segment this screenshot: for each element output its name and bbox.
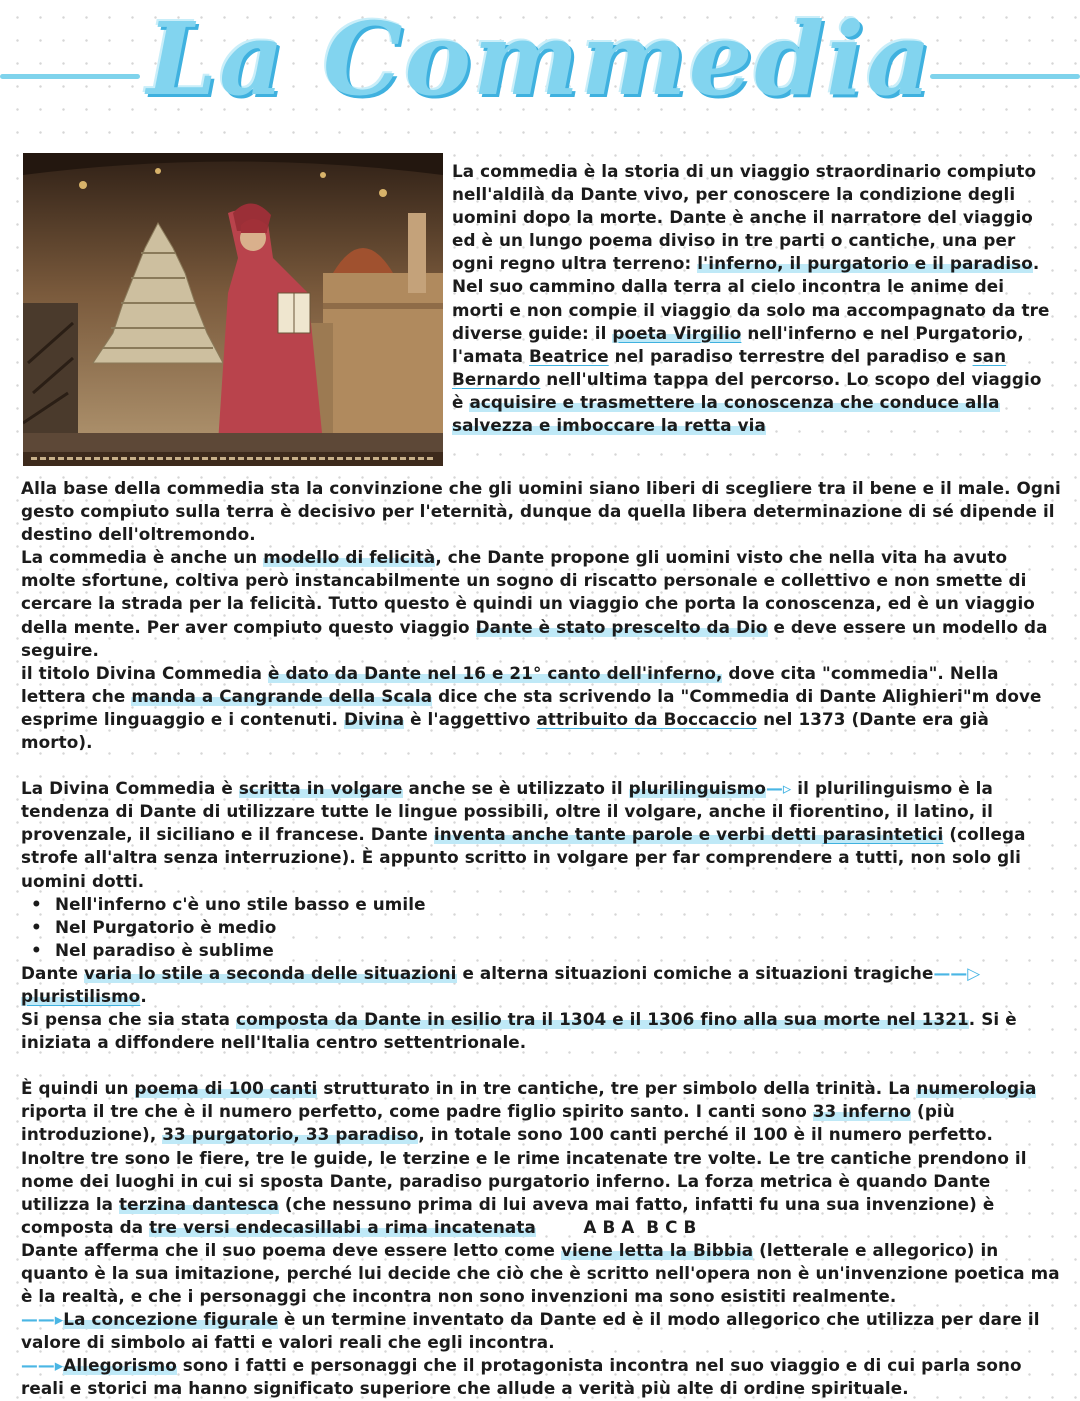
text-segment: numerologia <box>916 1078 1037 1099</box>
list-item <box>21 893 1061 916</box>
text-segment: La concezione figurale <box>63 1309 279 1330</box>
text-segment: parasintetici <box>822 824 944 845</box>
text-segment: (collega strofe all'altra senza interruzione). È appunto scritto in volgare per far comprendere a tutti, non solo gli uomini dotti. <box>21 824 1026 891</box>
painting-inscription <box>23 452 443 466</box>
text-segment: Dante è stato prescelto da Dio <box>475 616 768 637</box>
text-segment: La commedia è anche un <box>21 547 264 568</box>
painting-illustration <box>23 153 443 466</box>
text-segment: . Nel suo cammino dalla terra al cielo incontra le anime dei morti e non compie il viaggio da solo ma accompagnato da tre diverse guide: il <box>452 253 1050 343</box>
text-segment: poeta Virgilio <box>612 322 742 343</box>
text-segment: scritta in volgare <box>238 778 403 799</box>
text-segment: manda a Cangrande della Scala <box>131 685 433 706</box>
text-segment: ——▷ <box>933 962 981 983</box>
text-segment: ——▸ <box>21 1355 64 1376</box>
page-title: La Commedia <box>146 0 934 118</box>
title-decoration-left <box>0 74 140 79</box>
text-segment: inventa anche tante parole e verbi detti <box>433 824 823 845</box>
text-segment: Allegorismo <box>63 1355 177 1376</box>
text-segment: plurilinguismo <box>628 778 766 799</box>
text-segment: strutturato in in tre cantiche, tre per simbolo della trinità. La <box>317 1078 917 1099</box>
text-segment: Nel paradiso è sublime <box>55 939 274 960</box>
text-segment: • <box>31 939 42 960</box>
text-segment: Dante afferma che il suo poema deve essere letto come <box>21 1239 561 1260</box>
text-segment: La commedia è la storia di un viaggio straordinario compiuto nell'aldilà da Dante vivo, per conoscere la condizione degli uomini dopo la morte. Dante è anche il narratore del viaggio ed è un lungo poema diviso in tre parti o cantiche, una per ogni regno ultra terreno: <box>452 161 1037 274</box>
paragraph-structure <box>21 1077 1061 1239</box>
text-segment: dice che sta scrivendo la "Commedia di Dante Alighieri"m dove esprime linguaggio e i contenuti. <box>21 685 1042 729</box>
text-segment: Alla base della commedia sta la convinzione che gli uomini siano liberi di scegliere tra il bene e il male. Ogni gesto compiuto sulla terra è decisivo per l'eternità, dunque da quella libera determinazione di sé dipende il destino dell'oltremondo. <box>21 478 1061 545</box>
dante-painting <box>23 153 443 466</box>
text-segment: san Bernardo <box>452 345 1007 389</box>
text-segment: • <box>31 916 42 937</box>
text-segment: il plurilinguismo è la tendenza di Dante di utilizzare tutte le lingue possibili, oltre il volgare, anche il fiorentino, il latino, il provenzale, il siciliano e il francese. Dante <box>21 778 993 845</box>
text-segment: Nell'inferno c'è uno stile basso e umile <box>55 893 426 914</box>
text-segment: ——▸ <box>21 1309 64 1330</box>
text-segment: modello di felicità <box>263 547 436 568</box>
text-segment: La Divina Commedia è <box>21 778 239 799</box>
paragraph-happiness <box>21 546 1061 661</box>
list-item <box>21 939 1061 962</box>
text-segment: sono i fatti e personaggi che il protagonista incontra nel suo viaggio e di cui parla sono reali e storici ma hanno significato superiore che allude a verità più alte di ordine spirituale. <box>21 1355 1022 1399</box>
paragraph-style <box>21 962 1061 1008</box>
text-segment: il titolo Divina Commedia <box>21 662 269 683</box>
body-text <box>21 477 1061 1401</box>
text-segment: è l'aggettivo <box>404 708 537 729</box>
text-segment: nell'ultima tappa del percorso. Lo scopo del viaggio è <box>452 368 1042 412</box>
text-segment: • <box>31 893 42 914</box>
text-segment: anche se è utilizzato il <box>402 778 629 799</box>
text-segment: Beatrice <box>529 345 609 366</box>
text-segment: attribuito da Boccaccio <box>536 708 758 729</box>
text-segment: Divina <box>343 708 405 729</box>
text-segment: terzina dantesca <box>119 1193 279 1214</box>
text-segment: , in totale sono 100 canti perché il 100 è il numero perfetto. Inoltre tre sono le fiere, tre le guide, le terzine e le rime incatenate tre volte. Le tre cantiche prendono il nome dei luoghi in cui si sposta Dante, paradiso purgatorio inferno. La forza metrica è quando Dante utilizza la <box>21 1124 1027 1214</box>
text-segment: è un termine inventato da Dante ed è il modo allegorico che utilizza per dare il valore di simbolo ai fatti e valori reali che egli incontra. <box>21 1309 1040 1353</box>
text-segment: composta da Dante in esilio tra il 1304 e il 1306 fino alla sua morte nel 1321 <box>236 1009 969 1030</box>
text-segment: pluristilismo <box>21 985 141 1006</box>
text-segment: poema di 100 canti <box>134 1078 318 1099</box>
text-segment: 33 purgatorio, 33 paradiso <box>162 1124 419 1145</box>
text-segment: A B A B C B <box>535 1216 697 1237</box>
paragraph-language <box>21 777 1061 892</box>
text-segment: (letterale e allegorico) in quanto è la sua imitazione, perché lui decide che ciò che è scritto nell'opera non è un'invenzione poetica ma è la realtà, e che i personaggi che incontra non sono invenzioni ma sono esistiti realmente. <box>21 1239 1060 1307</box>
paragraph-composition <box>21 1008 1061 1054</box>
text-segment: Si pensa che sia stata <box>21 1009 237 1030</box>
text-segment: , che Dante propone gli uomini visto che nella vita ha avuto molte sfortune, coltiva però instancabilmente un sogno di riscatto personale e collettivo e non smette di cercare la strada per la felicità. Tutto questo è quindi un viaggio che porta la conoscenza, ed è un viaggio della mente. Per aver compiuto questo viaggio <box>21 547 1035 637</box>
text-segment: nel 1373 (Dante era già morto). <box>21 708 989 753</box>
text-segment: viene letta la Bibbia <box>560 1239 754 1260</box>
text-segment: Dante <box>21 962 85 983</box>
intro-paragraph <box>452 160 1052 437</box>
text-segment: varia lo stile a seconda delle situazioni <box>84 962 457 983</box>
text-segment: Nel Purgatorio è medio <box>55 916 277 937</box>
text-segment: tre versi endecasillabi a rima incatenata <box>149 1216 536 1237</box>
text-segment: 33 inferno <box>812 1101 912 1122</box>
text-segment: nel paradiso terrestre del paradiso e <box>608 345 973 366</box>
paragraph-free-will <box>21 477 1061 546</box>
text-segment: dove cita "commedia". Nella lettera che <box>21 662 999 706</box>
text-segment: l'inferno, il purgatorio e il paradiso <box>697 253 1033 274</box>
text-segment: —▹ <box>765 778 792 799</box>
text-segment: . Si è iniziata a diffondere nell'Italia centro settentrionale. <box>21 1009 1017 1053</box>
paragraph-figural <box>21 1308 1061 1354</box>
text-segment: acquisire e trasmettere la conoscenza che conduce alla salvezza e imboccare la retta via <box>452 391 1000 436</box>
text-segment: (che nessuno prima di lui aveva mai fatto, infatti fu una sua invenzione) è composta da <box>21 1193 995 1237</box>
text-segment: (più introduzione), <box>21 1101 955 1145</box>
text-segment: e alterna situazioni comiche a situazioni tragiche <box>456 962 934 983</box>
text-segment: e deve essere un modello da seguire. <box>21 616 1048 660</box>
text-segment: nell'inferno e nel Purgatorio, l'amata <box>452 322 1024 366</box>
text-segment: è dato da Dante nel 16 e 21° canto dell'inferno, <box>268 662 723 683</box>
text-segment: riporta il tre che è il numero perfetto, come padre figlio spirito santo. I canti sono <box>21 1101 813 1122</box>
text-segment: È quindi un <box>21 1078 135 1099</box>
list-item <box>21 916 1061 939</box>
text-segment: . <box>140 985 147 1006</box>
paragraph-title <box>21 662 1061 754</box>
paragraph-bible <box>21 1239 1061 1308</box>
